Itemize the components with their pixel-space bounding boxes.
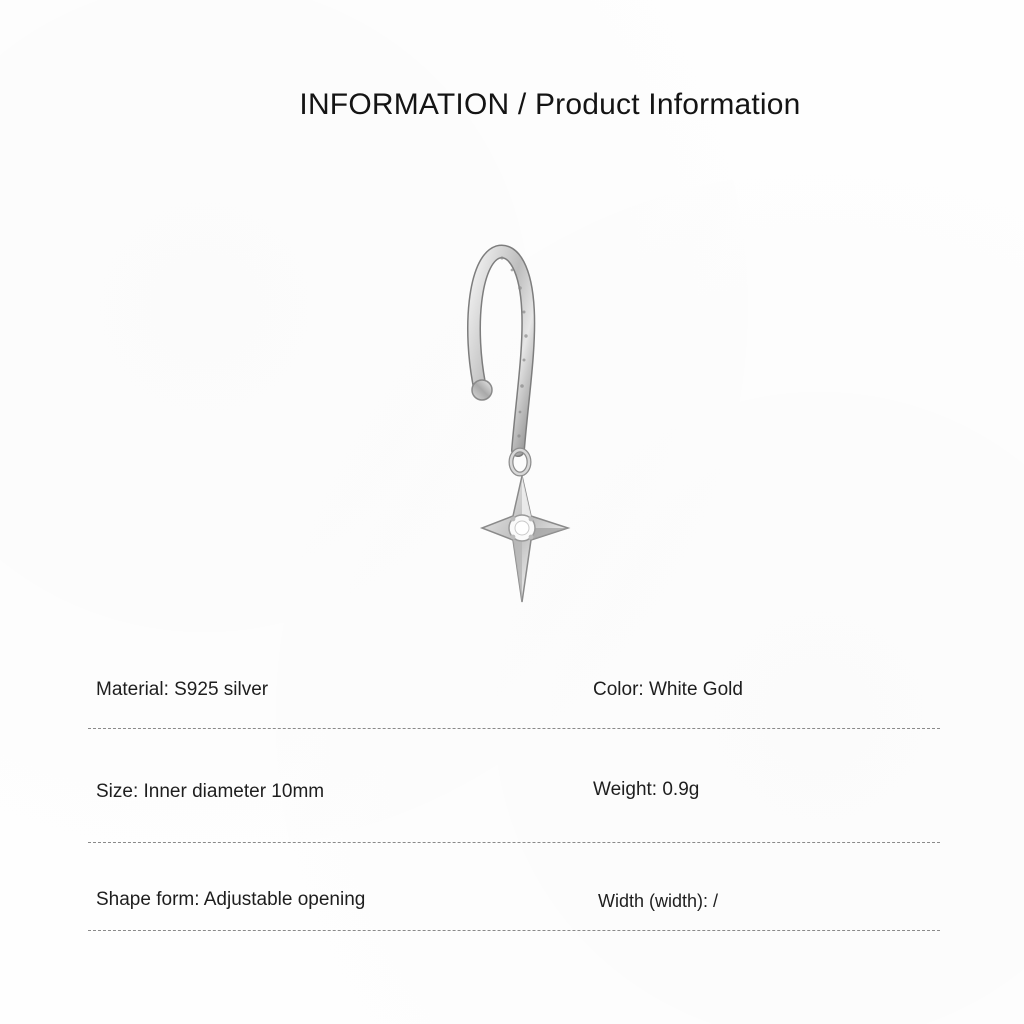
star-ear-cuff-image (440, 240, 600, 610)
weight-spec: Weight: 0.9g (593, 779, 700, 800)
size-spec: Size: Inner diameter 10mm (96, 781, 325, 802)
shape-spec: Shape form: Adjustable opening (96, 889, 366, 910)
material-spec: Material: S925 silver (96, 679, 269, 700)
row-divider (88, 842, 940, 843)
page-title: INFORMATION / Product Information (299, 88, 801, 121)
row-divider (88, 930, 940, 931)
width-spec: Width (width): / (598, 891, 719, 911)
row-divider (88, 728, 940, 729)
color-spec: Color: White Gold (593, 679, 743, 700)
